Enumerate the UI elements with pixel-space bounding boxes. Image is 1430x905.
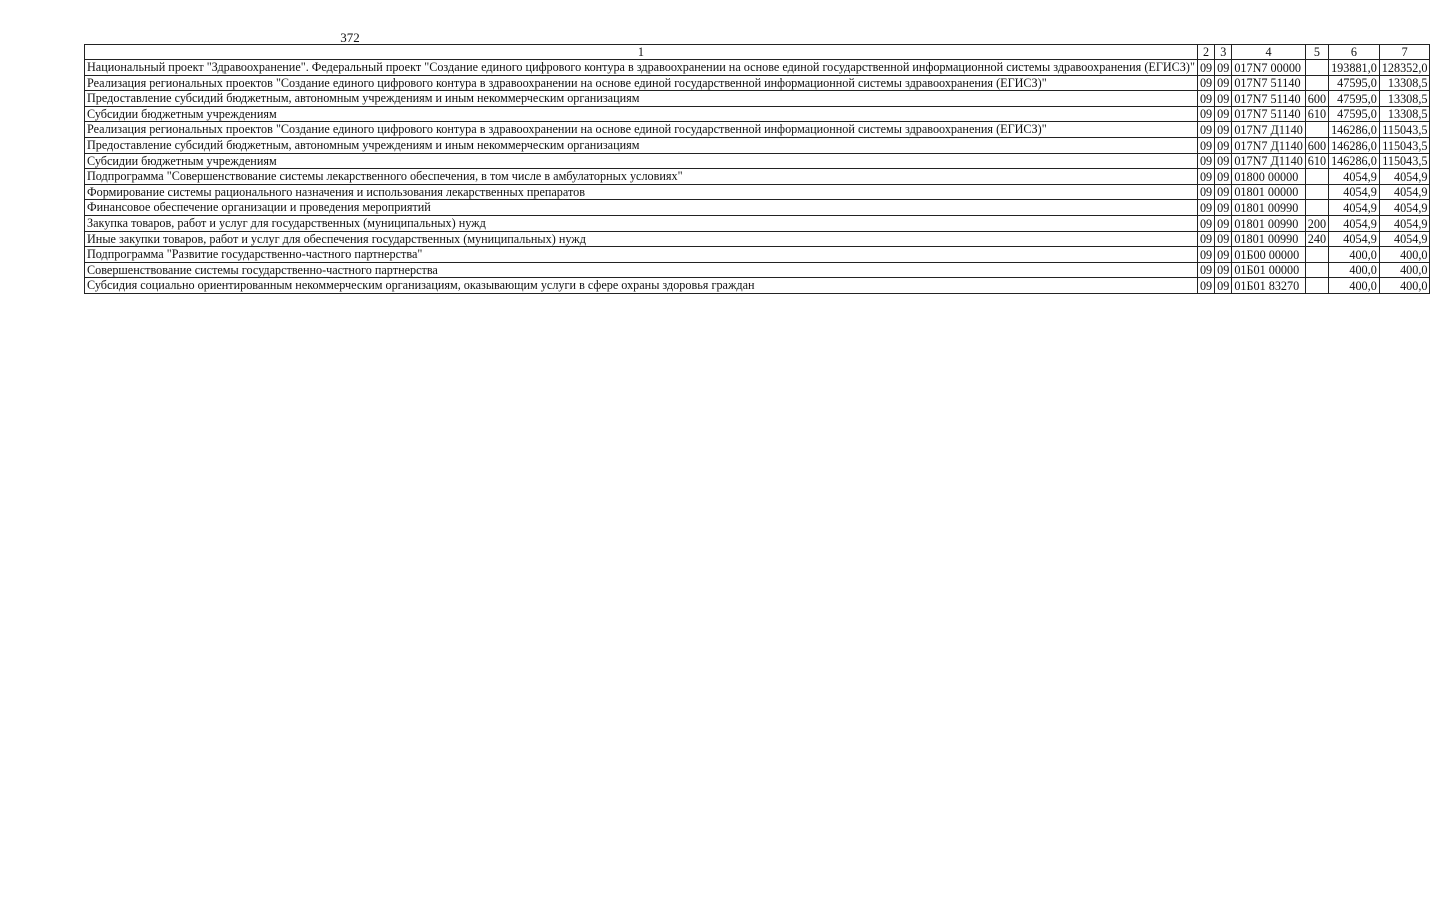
table-row [85, 91, 1430, 107]
subsection-code: 09 [1215, 278, 1232, 294]
expense-type-code [1305, 60, 1328, 76]
section-code: 09 [1197, 169, 1214, 185]
target-article-code: 01801 00990 [1232, 200, 1305, 216]
subsection-code: 09 [1215, 122, 1232, 138]
expense-type-code: 610 [1305, 106, 1328, 122]
target-article-code: 017N7 Д1140 [1232, 122, 1305, 138]
table-row [85, 137, 1430, 153]
amount-col-7: 400,0 [1379, 262, 1430, 278]
page-number: 372 [340, 30, 360, 45]
amount-col-6: 400,0 [1329, 278, 1380, 294]
header-cell: 2 [1197, 45, 1214, 60]
expense-type-code [1305, 169, 1328, 185]
amount-col-7: 4054,9 [1379, 184, 1430, 200]
target-article-code: 017N7 51140 [1232, 75, 1305, 91]
expense-type-code: 200 [1305, 215, 1328, 231]
amount-col-7: 4054,9 [1379, 231, 1430, 247]
subsection-code: 09 [1215, 184, 1232, 200]
header-cell: 1 [85, 45, 1198, 60]
item-name: Закупка товаров, работ и услуг для государственных (муниципальных) нужд [85, 215, 1198, 231]
expense-type-code [1305, 122, 1328, 138]
item-name: Предоставление субсидий бюджетным, автономным учреждениям и иным некоммерческим организациям [85, 91, 1198, 107]
amount-col-6: 4054,9 [1329, 184, 1380, 200]
subsection-code: 09 [1215, 153, 1232, 169]
item-name: Реализация региональных проектов "Создание единого цифрового контура в здравоохранении на основе единой государственной информационной системы здравоохранения (ЕГИСЗ)" [85, 122, 1198, 138]
section-code: 09 [1197, 184, 1214, 200]
amount-col-7: 13308,5 [1379, 106, 1430, 122]
header-row [85, 45, 1430, 60]
header-cell: 5 [1305, 45, 1328, 60]
table-row [85, 215, 1430, 231]
expense-type-code [1305, 247, 1328, 263]
expense-type-code: 610 [1305, 153, 1328, 169]
amount-col-6: 4054,9 [1329, 231, 1380, 247]
expense-type-code [1305, 278, 1328, 294]
table-row [85, 75, 1430, 91]
section-code: 09 [1197, 262, 1214, 278]
amount-col-6: 146286,0 [1329, 137, 1380, 153]
item-name: Иные закупки товаров, работ и услуг для обеспечения государственных (муниципальных) нужд [85, 231, 1198, 247]
amount-col-7: 115043,5 [1379, 122, 1430, 138]
section-code: 09 [1197, 278, 1214, 294]
target-article-code: 017N7 Д1140 [1232, 137, 1305, 153]
target-article-code: 01801 00000 [1232, 184, 1305, 200]
subsection-code: 09 [1215, 106, 1232, 122]
section-code: 09 [1197, 91, 1214, 107]
budget-table [84, 44, 1430, 294]
amount-col-6: 47595,0 [1329, 91, 1380, 107]
subsection-code: 09 [1215, 231, 1232, 247]
amount-col-7: 4054,9 [1379, 169, 1430, 185]
item-name: Формирование системы рационального назначения и использования лекарственных препаратов [85, 184, 1198, 200]
amount-col-6: 47595,0 [1329, 75, 1380, 91]
amount-col-7: 400,0 [1379, 278, 1430, 294]
subsection-code: 09 [1215, 60, 1232, 76]
item-name: Субсидии бюджетным учреждениям [85, 153, 1198, 169]
table-row [85, 153, 1430, 169]
subsection-code: 09 [1215, 247, 1232, 263]
header-cell: 4 [1232, 45, 1305, 60]
target-article-code: 017N7 00000 [1232, 60, 1305, 76]
amount-col-6: 4054,9 [1329, 215, 1380, 231]
header-cell: 3 [1215, 45, 1232, 60]
amount-col-7: 13308,5 [1379, 75, 1430, 91]
item-name: Совершенствование системы государственно-частного партнерства [85, 262, 1198, 278]
subsection-code: 09 [1215, 169, 1232, 185]
table-row [85, 106, 1430, 122]
amount-col-7: 400,0 [1379, 247, 1430, 263]
expense-type-code [1305, 200, 1328, 216]
section-code: 09 [1197, 215, 1214, 231]
expense-type-code: 600 [1305, 91, 1328, 107]
amount-col-6: 4054,9 [1329, 200, 1380, 216]
section-code: 09 [1197, 75, 1214, 91]
subsection-code: 09 [1215, 200, 1232, 216]
amount-col-7: 115043,5 [1379, 137, 1430, 153]
target-article-code: 017N7 51140 [1232, 106, 1305, 122]
amount-col-6: 400,0 [1329, 247, 1380, 263]
amount-col-7: 4054,9 [1379, 200, 1430, 216]
amount-col-7: 128352,0 [1379, 60, 1430, 76]
expense-type-code [1305, 184, 1328, 200]
amount-col-6: 400,0 [1329, 262, 1380, 278]
header-cell: 6 [1329, 45, 1380, 60]
table-row [85, 122, 1430, 138]
section-code: 09 [1197, 122, 1214, 138]
item-name: Субсидии бюджетным учреждениям [85, 106, 1198, 122]
header-cell: 7 [1379, 45, 1430, 60]
table-row [85, 262, 1430, 278]
section-code: 09 [1197, 137, 1214, 153]
section-code: 09 [1197, 106, 1214, 122]
subsection-code: 09 [1215, 137, 1232, 153]
amount-col-6: 146286,0 [1329, 153, 1380, 169]
table-row [85, 60, 1430, 76]
table-row [85, 169, 1430, 185]
item-name: Реализация региональных проектов "Создание единого цифрового контура в здравоохранении на основе единой государственной информационной системы здравоохранения (ЕГИСЗ)" [85, 75, 1198, 91]
section-code: 09 [1197, 231, 1214, 247]
section-code: 09 [1197, 153, 1214, 169]
table-row [85, 184, 1430, 200]
amount-col-6: 193881,0 [1329, 60, 1380, 76]
table-row [85, 200, 1430, 216]
target-article-code: 01800 00000 [1232, 169, 1305, 185]
subsection-code: 09 [1215, 91, 1232, 107]
amount-col-6: 146286,0 [1329, 122, 1380, 138]
subsection-code: 09 [1215, 262, 1232, 278]
section-code: 09 [1197, 200, 1214, 216]
item-name: Национальный проект "Здравоохранение". Федеральный проект "Создание единого цифрового контура в здравоохранении на основе единой государственной информационной системы здравоохранения (ЕГИСЗ)" [85, 60, 1198, 76]
item-name: Субсидия социально ориентированным некоммерческим организациям, оказывающим услуги в сфере охраны здоровья граждан [85, 278, 1198, 294]
amount-col-7: 4054,9 [1379, 215, 1430, 231]
target-article-code: 01Б01 00000 [1232, 262, 1305, 278]
expense-type-code: 600 [1305, 137, 1328, 153]
target-article-code: 017N7 Д1140 [1232, 153, 1305, 169]
expense-type-code [1305, 75, 1328, 91]
target-article-code: 01Б00 00000 [1232, 247, 1305, 263]
item-name: Подпрограмма "Совершенствование системы лекарственного обеспечения, в том числе в амбулаторных условиях" [85, 169, 1198, 185]
subsection-code: 09 [1215, 75, 1232, 91]
target-article-code: 017N7 51140 [1232, 91, 1305, 107]
table-row [85, 247, 1430, 263]
subsection-code: 09 [1215, 215, 1232, 231]
table-row [85, 278, 1430, 294]
expense-type-code [1305, 262, 1328, 278]
expense-type-code: 240 [1305, 231, 1328, 247]
amount-col-6: 4054,9 [1329, 169, 1380, 185]
amount-col-7: 115043,5 [1379, 153, 1430, 169]
amount-col-7: 13308,5 [1379, 91, 1430, 107]
section-code: 09 [1197, 60, 1214, 76]
item-name: Предоставление субсидий бюджетным, автономным учреждениям и иным некоммерческим организациям [85, 137, 1198, 153]
target-article-code: 01Б01 83270 [1232, 278, 1305, 294]
item-name: Финансовое обеспечение организации и проведения мероприятий [85, 200, 1198, 216]
amount-col-6: 47595,0 [1329, 106, 1380, 122]
section-code: 09 [1197, 247, 1214, 263]
target-article-code: 01801 00990 [1232, 215, 1305, 231]
table-row [85, 231, 1430, 247]
item-name: Подпрограмма "Развитие государственно-частного партнерства" [85, 247, 1198, 263]
target-article-code: 01801 00990 [1232, 231, 1305, 247]
